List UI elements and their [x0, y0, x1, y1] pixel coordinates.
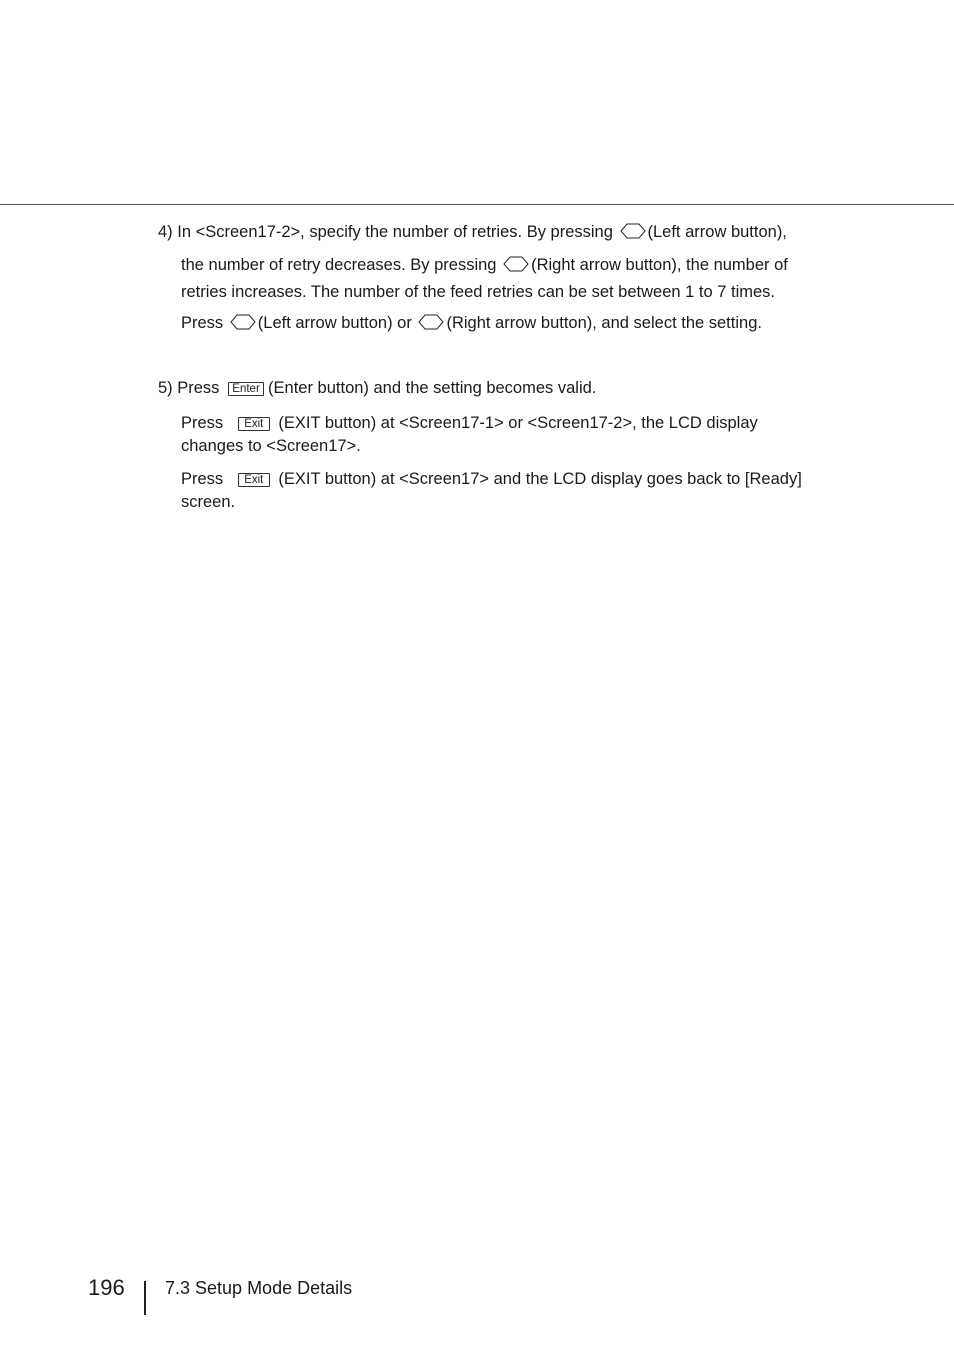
- step5-text: changes to <Screen17>.: [181, 437, 361, 455]
- header-rule: [0, 204, 954, 205]
- right-arrow-button-icon: [418, 313, 444, 331]
- left-arrow-button-icon: [230, 313, 256, 331]
- step4-text: (Right arrow button), the number of: [531, 256, 788, 274]
- enter-key-icon: Enter: [228, 382, 264, 396]
- exit-key-icon: Exit: [238, 417, 270, 431]
- step4-line3: [181, 282, 775, 302]
- step5-text: Press: [181, 470, 224, 488]
- page-number: 196: [88, 1275, 125, 1300]
- step4-line1: [158, 222, 787, 242]
- step5-para1-line2: [181, 436, 361, 456]
- step4-text: the number of retry decreases. By pressing: [181, 256, 497, 274]
- step5-para2-line2: [181, 492, 235, 512]
- right-arrow-button-icon: [503, 255, 529, 273]
- step5-text: 5) Press: [158, 379, 220, 397]
- step4-text: (Left arrow button) or: [257, 314, 412, 332]
- step5-text: (EXIT button) at <Screen17> and the LCD display goes back to [Ready]: [278, 470, 802, 488]
- footer-divider: [144, 1281, 146, 1315]
- step4-text: retries increases. The number of the feed retries can be set between 1 to 7 times.: [181, 283, 776, 301]
- step5-line1: [158, 378, 596, 398]
- step5-text: Press: [181, 414, 224, 432]
- left-arrow-button-icon: [620, 222, 646, 240]
- step5-text: (Enter button) and the setting becomes valid.: [268, 379, 597, 397]
- step5-para2-line1: [181, 469, 802, 489]
- step4-line4: [181, 313, 762, 333]
- step4-text: Press: [181, 314, 224, 332]
- step4-text: (Left arrow button),: [647, 223, 787, 241]
- step4-text: 4) In <Screen17-2>, specify the number of retries. By pressing: [158, 223, 613, 241]
- step5-para1-line1: [181, 413, 758, 433]
- section-title: 7.3 Setup Mode Details: [165, 1278, 353, 1298]
- step5-text: (EXIT button) at <Screen17-1> or <Screen17-2>, the LCD display: [278, 414, 758, 432]
- step4-text: (Right arrow button), and select the setting.: [446, 314, 762, 332]
- exit-key-icon: Exit: [238, 473, 270, 487]
- step5-text: screen.: [181, 493, 236, 511]
- step4-line2: [181, 255, 788, 275]
